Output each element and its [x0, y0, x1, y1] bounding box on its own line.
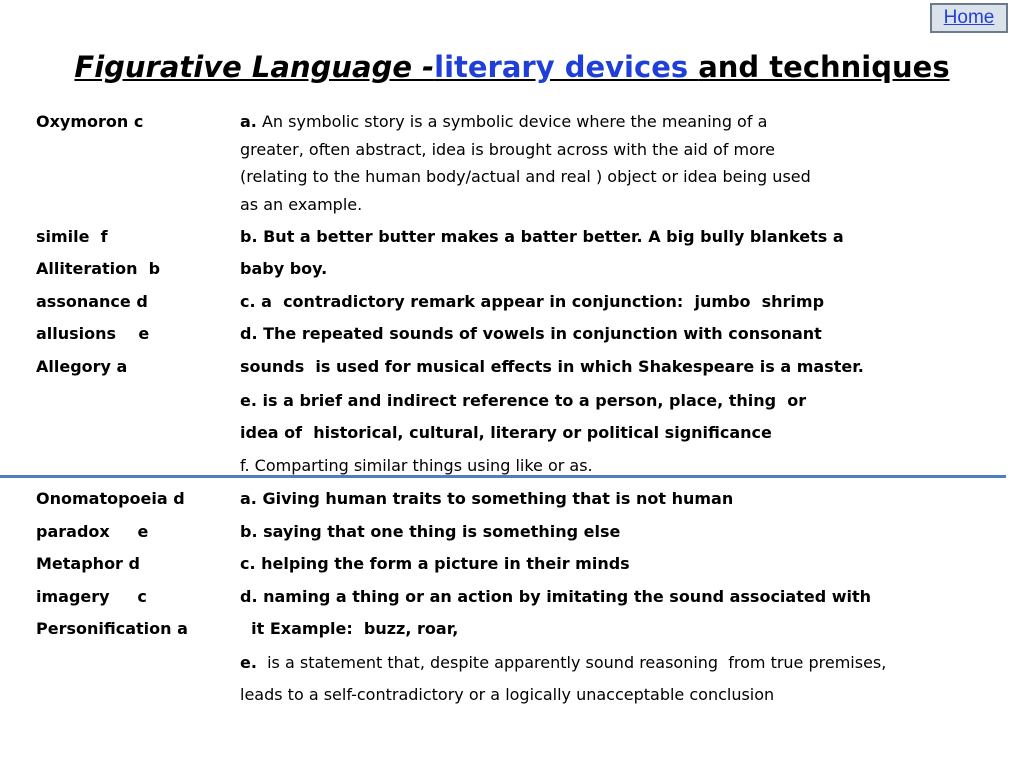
definition2-e-line-2: leads to a self-contradictory or a logically unacceptable conclusion	[240, 685, 775, 704]
definition-b-line-1: b. But a better butter makes a batter better. A big bully blankets a	[240, 227, 844, 246]
term-imagery: imagery c	[36, 587, 147, 606]
definition2-e-prefix: e.	[240, 653, 257, 672]
definition-b-line-2: baby boy.	[240, 259, 328, 278]
term-alliteration: Alliteration b	[36, 259, 161, 278]
term-onomatopoeia: Onomatopoeia d	[36, 489, 185, 508]
definition-d-line-1: d. The repeated sounds of vowels in conjunction with consonant	[240, 324, 822, 343]
home-link[interactable]: Home	[943, 7, 995, 28]
definition-a-line-3: (relating to the human body/actual and real ) object or idea being used	[240, 167, 811, 186]
definition2-e-text: is a statement that, despite apparently sound reasoning from true premises,	[256, 653, 887, 672]
term-allegory: Allegory a	[36, 357, 128, 376]
definition2-e-line-1	[240, 653, 886, 673]
definition-a-line-4: as an example.	[240, 195, 363, 214]
definition-c: c. a contradictory remark appear in conjunction: jumbo shrimp	[240, 292, 825, 311]
title-main: Figurative Language -	[74, 50, 435, 84]
page-title	[0, 50, 1024, 84]
definition-a-text: An symbolic story is a symbolic device where the meaning of a	[256, 112, 768, 131]
definition2-a: a. Giving human traits to something that is not human	[240, 489, 734, 508]
section-divider	[0, 475, 1006, 478]
term-oxymoron: Oxymoron c	[36, 112, 144, 131]
definition2-d-line-2: it Example: buzz, roar,	[240, 619, 459, 638]
definition2-b: b. saying that one thing is something else	[240, 522, 621, 541]
term-metaphor: Metaphor d	[36, 554, 140, 573]
definition-a-prefix: a.	[240, 112, 257, 131]
term-personification: Personification a	[36, 619, 188, 638]
term-assonance: assonance d	[36, 292, 148, 311]
term-paradox: paradox e	[36, 522, 149, 541]
definition2-d-line-1: d. naming a thing or an action by imitating the sound associated with	[240, 587, 872, 606]
title-rest: and techniques	[698, 50, 950, 84]
term-simile: simile f	[36, 227, 108, 246]
definition-a-line-2: greater, often abstract, idea is brought across with the aid of more	[240, 140, 775, 159]
definition-e-line-2: idea of historical, cultural, literary or political significance	[240, 423, 772, 442]
definition2-c: c. helping the form a picture in their minds	[240, 554, 630, 573]
literary-devices-link[interactable]: literary devices	[434, 50, 699, 84]
definition-d-line-2: sounds is used for musical effects in which Shakespeare is a master.	[240, 357, 864, 376]
definition-f: f. Comparting similar things using like or as.	[240, 456, 593, 475]
home-button[interactable]	[930, 3, 1008, 33]
definition-e-line-1: e. is a brief and indirect reference to a person, place, thing or	[240, 391, 807, 410]
term-allusions: allusions e	[36, 324, 150, 343]
definition-a-line-1	[240, 112, 767, 132]
